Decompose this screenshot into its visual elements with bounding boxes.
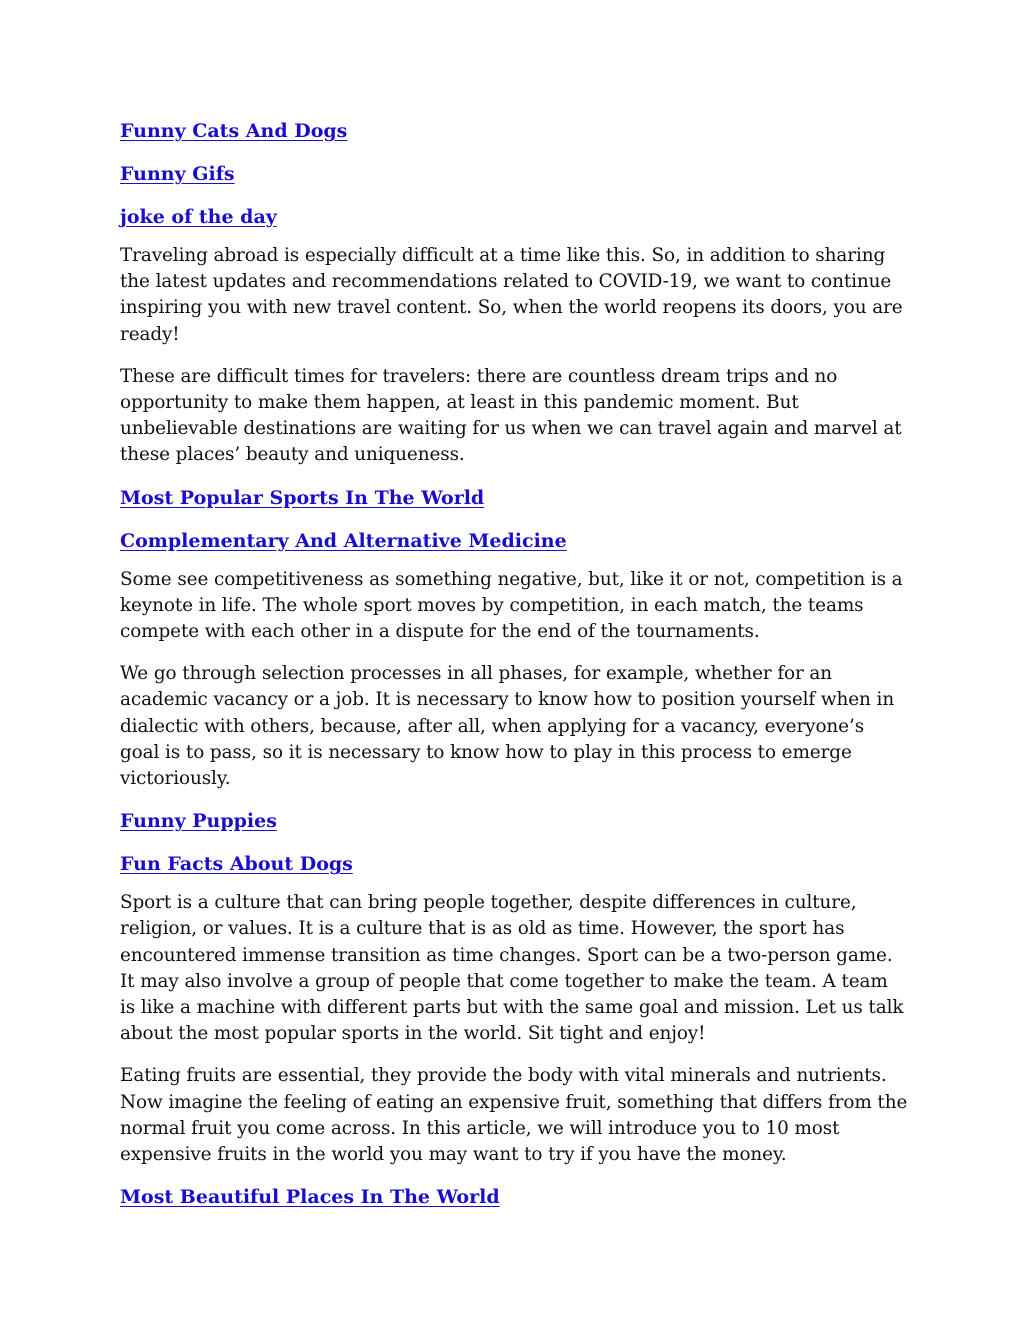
paragraph-travel-abroad: Traveling abroad is especially difficult at a time like this. So, in addition to sharing the latest updates and recommendations related to COVID-19, we want to continue inspiring you with new travel content. So, when the world reopens its doors, you are ready! [120,245,903,345]
paragraph-expensive-fruits: Eating fruits are essential, they provide the body with vital minerals and nutrients. Now imagine the feeling of eating an expensive fruit, something that differs from the normal fruit you come across. In this article, we will introduce you to 10 most expensive fruits in the world you may want to try if you have the money. [120,1065,908,1166]
link-most-popular-sports[interactable]: Most Popular Sports In The World [120,486,485,509]
link-row-funny-cats-and-dogs [120,116,908,146]
link-funny-gifs[interactable]: Funny Gifs [120,163,235,185]
link-row-funny-gifs [120,159,908,189]
link-funny-puppies[interactable]: Funny Puppies [120,810,277,833]
link-joke-of-the-day[interactable]: joke of the day [120,206,277,228]
link-row-funny-puppies [120,806,908,836]
paragraph-competitiveness: Some see competitiveness as something negative, but, like it or not, competition is a keynote in life. The whole sport moves by competition, in each match, the teams compete with each other in a dispute for the end of the tournaments. [120,568,903,643]
link-fun-facts-about-dogs[interactable]: Fun Facts About Dogs [120,853,353,876]
paragraph-selection-processes: We go through selection processes in all phases, for example, whether for an academic vacancy or a job. It is necessary to know how to position yourself when in dialectic with others, because, after all, when applying for a vacancy, everyone’s goal is to pass, so it is necessary to know how to play in this process to emerge victoriously. [120,663,895,790]
link-row-joke-of-the-day [120,202,908,232]
link-most-beautiful-places[interactable]: Most Beautiful Places In The World [120,1186,500,1209]
document-page [120,116,908,1225]
link-funny-cats-and-dogs[interactable]: Funny Cats And Dogs [120,120,348,142]
paragraph-sport-culture: Sport is a culture that can bring people together, despite differences in culture, religion, or values. It is a culture that is as old as time. However, the sport has encountered immense transition as time changes. Sport can be a two-person game. It may also involve a group of people that come together to make the team. A team is like a machine with different parts but with the same goal and mission. Let us talk about the most popular sports in the world. Sit tight and enjoy! [120,892,904,1045]
link-row-most-popular-sports [120,483,908,513]
link-row-complementary-medicine [120,526,908,556]
paragraph-difficult-times: These are difficult times for travelers: there are countless dream trips and no opportunity to make them happen, at least in this pandemic moment. But unbelievable destinations are waiting for us when we can travel again and marvel at these places’ beauty and uniqueness. [120,365,902,466]
link-row-most-beautiful-places [120,1182,908,1212]
link-complementary-medicine[interactable]: Complementary And Alternative Medicine [120,529,567,552]
link-row-fun-facts-about-dogs [120,849,908,879]
